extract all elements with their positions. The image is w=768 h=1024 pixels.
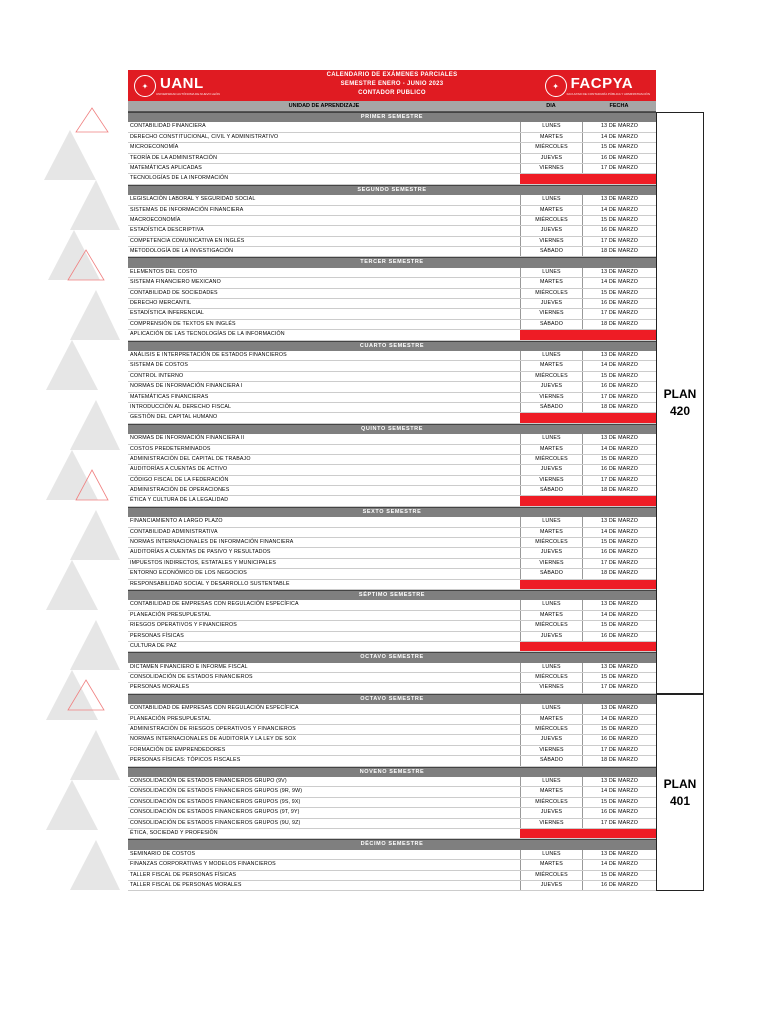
date-cell: 17 DE MARZO bbox=[582, 393, 656, 402]
table-row bbox=[128, 330, 656, 340]
day-cell: JUEVES bbox=[520, 226, 582, 235]
day-cell: MARTES bbox=[520, 860, 582, 869]
subject-cell: ADMINISTRACIÓN DE RIESGOS OPERATIVOS Y FINANCIEROS bbox=[130, 726, 296, 733]
subject-cell: MATEMÁTICAS FINANCIERAS bbox=[130, 393, 209, 400]
schedule-table bbox=[128, 112, 656, 891]
table-row bbox=[128, 465, 656, 475]
day-cell bbox=[520, 580, 582, 589]
subject-cell: ELEMENTOS DEL COSTO bbox=[130, 268, 198, 275]
table-row bbox=[128, 642, 656, 652]
table-row bbox=[128, 403, 656, 413]
subject-cell: SISTEMAS DE INFORMACIÓN FINANCIERA bbox=[130, 206, 244, 213]
subject-cell: DERECHO CONSTITUCIONAL, CIVIL Y ADMINISTRATIVO bbox=[130, 133, 279, 140]
date-cell bbox=[582, 496, 656, 505]
subject-cell: ESTADÍSTICA DESCRIPTIVA bbox=[130, 227, 204, 234]
date-cell: 16 DE MARZO bbox=[582, 154, 656, 163]
date-cell: 15 DE MARZO bbox=[582, 216, 656, 225]
day-cell: MIÉRCOLES bbox=[520, 216, 582, 225]
date-cell: 14 DE MARZO bbox=[582, 206, 656, 215]
table-row bbox=[128, 237, 656, 247]
uanl-seal-icon: ✦ bbox=[134, 75, 156, 97]
table-row bbox=[128, 278, 656, 288]
table-row bbox=[128, 496, 656, 506]
subject-cell: CONSOLIDACIÓN DE ESTADOS FINANCIEROS GRUPOS (9T, 9Y) bbox=[130, 809, 300, 816]
table-row bbox=[128, 382, 656, 392]
table-row bbox=[128, 777, 656, 787]
table-row bbox=[128, 268, 656, 278]
subject-cell: CONSOLIDACIÓN DE ESTADOS FINANCIEROS GRUPOS (9R, 9W) bbox=[130, 788, 303, 795]
day-cell: SÁBADO bbox=[520, 403, 582, 412]
subject-cell: IMPUESTOS INDIRECTOS, ESTATALES Y MUNICIPALES bbox=[130, 559, 277, 566]
column-unit: UNIDAD DE APRENDIZAJE bbox=[288, 103, 360, 109]
column-header bbox=[128, 101, 656, 112]
subject-cell: NORMAS INTERNACIONALES DE INFORMACIÓN FINANCIERA bbox=[130, 539, 294, 546]
table-row bbox=[128, 413, 656, 423]
subject-cell: PERSONAS FÍSICAS: TÓPICOS FISCALES bbox=[130, 757, 241, 764]
subject-cell: RIESGOS OPERATIVOS Y FINANCIEROS bbox=[130, 622, 237, 629]
day-cell: MIÉRCOLES bbox=[520, 143, 582, 152]
day-cell: VIERNES bbox=[520, 164, 582, 173]
day-cell: MIÉRCOLES bbox=[520, 455, 582, 464]
date-cell: 17 DE MARZO bbox=[582, 746, 656, 755]
calendar-title: CALENDARIO DE EXÁMENES PARCIALES bbox=[326, 72, 458, 78]
day-cell: JUEVES bbox=[520, 548, 582, 557]
semester-header: OCTAVO SEMESTRE bbox=[128, 652, 656, 662]
day-cell: MARTES bbox=[520, 361, 582, 370]
day-cell: VIERNES bbox=[520, 746, 582, 755]
date-cell: 17 DE MARZO bbox=[582, 476, 656, 485]
day-cell: MARTES bbox=[520, 206, 582, 215]
table-row bbox=[128, 611, 656, 621]
subject-cell: CONSOLIDACIÓN DE ESTADOS FINANCIEROS bbox=[130, 674, 253, 681]
subject-cell: CONTABILIDAD FINANCIERA bbox=[130, 123, 206, 130]
subject-cell: FINANCIAMIENTO A LARGO PLAZO bbox=[130, 518, 223, 525]
table-row bbox=[128, 393, 656, 403]
table-row bbox=[128, 600, 656, 610]
day-cell: JUEVES bbox=[520, 881, 582, 890]
day-cell: MARTES bbox=[520, 278, 582, 287]
table-row bbox=[128, 829, 656, 839]
table-row bbox=[128, 746, 656, 756]
date-cell bbox=[582, 174, 656, 183]
semester-header: TERCER SEMESTRE bbox=[128, 257, 656, 267]
subject-cell: DERECHO MERCANTIL bbox=[130, 300, 192, 307]
date-cell: 15 DE MARZO bbox=[582, 289, 656, 298]
subject-cell: PLANEACIÓN PRESUPUESTAL bbox=[130, 611, 212, 618]
table-row bbox=[128, 143, 656, 153]
table-row bbox=[128, 735, 656, 745]
date-cell: 15 DE MARZO bbox=[582, 871, 656, 880]
day-cell: MARTES bbox=[520, 715, 582, 724]
day-cell: VIERNES bbox=[520, 237, 582, 246]
day-cell: VIERNES bbox=[520, 819, 582, 828]
table-row bbox=[128, 580, 656, 590]
table-row bbox=[128, 725, 656, 735]
day-cell: MARTES bbox=[520, 787, 582, 796]
date-cell: 18 DE MARZO bbox=[582, 756, 656, 765]
table-row bbox=[128, 673, 656, 683]
day-cell: MIÉRCOLES bbox=[520, 289, 582, 298]
table-row bbox=[128, 704, 656, 714]
subject-cell: TECNOLOGÍAS DE LA INFORMACIÓN bbox=[130, 175, 229, 182]
date-cell: 14 DE MARZO bbox=[582, 133, 656, 142]
semester-header: NOVENO SEMESTRE bbox=[128, 767, 656, 777]
subject-cell: MATEMÁTICAS APLICADAS bbox=[130, 164, 202, 171]
date-cell bbox=[582, 413, 656, 422]
table-row bbox=[128, 756, 656, 766]
table-row bbox=[128, 445, 656, 455]
date-cell bbox=[582, 330, 656, 339]
table-row bbox=[128, 164, 656, 174]
day-cell: MIÉRCOLES bbox=[520, 621, 582, 630]
subject-cell: CONSOLIDACIÓN DE ESTADOS FINANCIEROS GRUPO (9V) bbox=[130, 778, 287, 784]
day-cell bbox=[520, 829, 582, 838]
table-row bbox=[128, 372, 656, 382]
subject-cell: RESPONSABILIDAD SOCIAL Y DESARROLLO SUSTENTABLE bbox=[130, 580, 290, 587]
date-cell: 15 DE MARZO bbox=[582, 538, 656, 547]
day-cell: LUNES bbox=[520, 434, 582, 443]
table-row bbox=[128, 798, 656, 808]
day-cell: MARTES bbox=[520, 445, 582, 454]
subject-cell: COMPRENSIÓN DE TEXTOS EN INGLÉS bbox=[130, 320, 236, 327]
table-row bbox=[128, 559, 656, 569]
day-cell: MIÉRCOLES bbox=[520, 673, 582, 682]
table-row bbox=[128, 663, 656, 673]
date-cell: 14 DE MARZO bbox=[582, 445, 656, 454]
date-cell: 17 DE MARZO bbox=[582, 559, 656, 568]
table-row bbox=[128, 289, 656, 299]
date-cell: 15 DE MARZO bbox=[582, 621, 656, 630]
day-cell: MIÉRCOLES bbox=[520, 538, 582, 547]
date-cell bbox=[582, 829, 656, 838]
day-cell: VIERNES bbox=[520, 393, 582, 402]
day-cell: JUEVES bbox=[520, 299, 582, 308]
date-cell: 15 DE MARZO bbox=[582, 798, 656, 807]
semester-header: CUARTO SEMESTRE bbox=[128, 341, 656, 351]
subject-cell: PERSONAS FÍSICAS bbox=[130, 632, 184, 639]
date-cell: 14 DE MARZO bbox=[582, 528, 656, 537]
table-row bbox=[128, 881, 656, 891]
subject-cell: SISTEMA DE COSTOS bbox=[130, 362, 189, 369]
date-cell: 13 DE MARZO bbox=[582, 195, 656, 204]
table-row bbox=[128, 517, 656, 527]
day-cell: LUNES bbox=[520, 777, 582, 786]
subject-cell: CÓDIGO FISCAL DE LA FEDERACIÓN bbox=[130, 476, 229, 483]
date-cell bbox=[582, 642, 656, 651]
table-row bbox=[128, 548, 656, 558]
day-cell: MIÉRCOLES bbox=[520, 798, 582, 807]
subject-cell: PERSONAS MORALES bbox=[130, 684, 190, 691]
date-cell: 16 DE MARZO bbox=[582, 632, 656, 641]
date-cell: 16 DE MARZO bbox=[582, 226, 656, 235]
subject-cell: SISTEMA FINANCIERO MEXICANO bbox=[130, 279, 221, 286]
decorative-triangle-pattern bbox=[0, 0, 128, 1024]
subject-cell: ANÁLISIS E INTERPRETACIÓN DE ESTADOS FINANCIEROS bbox=[130, 351, 287, 358]
table-row bbox=[128, 195, 656, 205]
subject-cell: GESTIÓN DEL CAPITAL HUMANO bbox=[130, 414, 218, 421]
day-cell: JUEVES bbox=[520, 382, 582, 391]
day-cell: LUNES bbox=[520, 850, 582, 859]
table-row bbox=[128, 320, 656, 330]
table-row bbox=[128, 871, 656, 881]
day-cell: VIERNES bbox=[520, 559, 582, 568]
table-row bbox=[128, 819, 656, 829]
subject-cell: TEORÍA DE LA ADMINISTRACIÓN bbox=[130, 154, 218, 161]
date-cell: 17 DE MARZO bbox=[582, 819, 656, 828]
table-row bbox=[128, 154, 656, 164]
semester-title: SEMESTRE ENERO - JUNIO 2023 bbox=[340, 81, 444, 87]
date-cell: 14 DE MARZO bbox=[582, 787, 656, 796]
day-cell bbox=[520, 642, 582, 651]
date-cell: 16 DE MARZO bbox=[582, 382, 656, 391]
date-cell: 13 DE MARZO bbox=[582, 351, 656, 360]
date-cell: 16 DE MARZO bbox=[582, 548, 656, 557]
semester-header: SEGUNDO SEMESTRE bbox=[128, 185, 656, 195]
day-cell: LUNES bbox=[520, 663, 582, 672]
table-row bbox=[128, 216, 656, 226]
table-row bbox=[128, 226, 656, 236]
day-cell: MIÉRCOLES bbox=[520, 871, 582, 880]
subject-cell: CONSOLIDACIÓN DE ESTADOS FINANCIEROS GRUPOS (9U, 9Z) bbox=[130, 819, 301, 826]
date-cell: 14 DE MARZO bbox=[582, 611, 656, 620]
date-cell: 14 DE MARZO bbox=[582, 715, 656, 724]
day-cell: MARTES bbox=[520, 611, 582, 620]
date-cell: 13 DE MARZO bbox=[582, 517, 656, 526]
table-row bbox=[128, 528, 656, 538]
table-row bbox=[128, 787, 656, 797]
day-cell: MARTES bbox=[520, 133, 582, 142]
date-cell: 16 DE MARZO bbox=[582, 735, 656, 744]
table-row bbox=[128, 569, 656, 579]
date-cell: 15 DE MARZO bbox=[582, 673, 656, 682]
subject-cell: NORMAS DE INFORMACIÓN FINANCIERA II bbox=[130, 435, 245, 442]
day-cell: MARTES bbox=[520, 528, 582, 537]
table-row bbox=[128, 247, 656, 257]
date-cell: 15 DE MARZO bbox=[582, 372, 656, 381]
day-cell: JUEVES bbox=[520, 154, 582, 163]
subject-cell: ESTADÍSTICA INFERENCIAL bbox=[130, 310, 204, 317]
table-row bbox=[128, 715, 656, 725]
date-cell: 13 DE MARZO bbox=[582, 268, 656, 277]
subject-cell: ADMINISTRACIÓN DEL CAPITAL DE TRABAJO bbox=[130, 455, 251, 462]
subject-cell: FINANZAS CORPORATIVAS Y MODELOS FINANCIEROS bbox=[130, 861, 276, 868]
column-date: FECHA bbox=[609, 103, 629, 109]
subject-cell: APLICACIÓN DE LAS TECNOLOGÍAS DE LA INFORMACIÓN bbox=[130, 331, 285, 338]
date-cell: 16 DE MARZO bbox=[582, 465, 656, 474]
subject-cell: TALLER FISCAL DE PERSONAS MORALES bbox=[130, 881, 242, 888]
semester-header: SEXTO SEMESTRE bbox=[128, 507, 656, 517]
subject-cell: AUDITORÍAS A CUENTAS DE ACTIVO bbox=[130, 466, 228, 473]
subject-cell: COMPETENCIA COMUNICATIVA EN INGLÉS bbox=[130, 237, 245, 244]
date-cell: 14 DE MARZO bbox=[582, 860, 656, 869]
subject-cell: PLANEACIÓN PRESUPUESTAL bbox=[130, 715, 212, 722]
date-cell: 18 DE MARZO bbox=[582, 569, 656, 578]
subject-cell: LEGISLACIÓN LABORAL Y SEGURIDAD SOCIAL bbox=[130, 196, 256, 203]
table-row bbox=[128, 133, 656, 143]
day-cell: LUNES bbox=[520, 600, 582, 609]
day-cell: LUNES bbox=[520, 517, 582, 526]
day-cell: SÁBADO bbox=[520, 569, 582, 578]
subject-cell: ADMINISTRACIÓN DE OPERACIONES bbox=[130, 487, 230, 494]
facpya-logo: ✦ FACPYA FACULTAD DE CONTADURÍA PÚBLICA Y ADMINISTRACIÓN bbox=[545, 73, 650, 99]
subject-cell: COSTOS PREDETERMINADOS bbox=[130, 445, 211, 452]
subject-cell: METODOLOGÍA DE LA INVESTIGACIÓN bbox=[130, 248, 234, 255]
subject-cell: NORMAS INTERNACIONALES DE AUDITORÍA Y LA LEY DE SOX bbox=[130, 736, 297, 743]
subject-cell: ÉTICA, SOCIEDAD Y PROFESIÓN bbox=[130, 829, 218, 836]
subject-cell: CONTROL INTERNO bbox=[130, 372, 184, 379]
date-cell: 16 DE MARZO bbox=[582, 808, 656, 817]
header-banner bbox=[128, 70, 656, 101]
plan-401-box: PLAN 401 bbox=[656, 694, 704, 891]
subject-cell: AUDITORÍAS A CUENTAS DE PASIVO Y RESULTADOS bbox=[130, 549, 271, 556]
date-cell: 15 DE MARZO bbox=[582, 455, 656, 464]
day-cell: LUNES bbox=[520, 195, 582, 204]
date-cell: 13 DE MARZO bbox=[582, 704, 656, 713]
date-cell: 17 DE MARZO bbox=[582, 683, 656, 692]
subject-cell: CONTABILIDAD DE EMPRESAS CON REGULACIÓN ESPECÍFICA bbox=[130, 705, 299, 712]
table-row bbox=[128, 455, 656, 465]
date-cell: 18 DE MARZO bbox=[582, 247, 656, 256]
day-cell: JUEVES bbox=[520, 465, 582, 474]
facpya-seal-icon: ✦ bbox=[545, 75, 567, 97]
date-cell: 18 DE MARZO bbox=[582, 486, 656, 495]
day-cell: MIÉRCOLES bbox=[520, 725, 582, 734]
date-cell bbox=[582, 580, 656, 589]
semester-header: PRIMER SEMESTRE bbox=[128, 112, 656, 122]
table-row bbox=[128, 122, 656, 132]
subject-cell: INTRODUCCIÓN AL DERECHO FISCAL bbox=[130, 403, 232, 410]
subject-cell: ENTORNO ECONÓMICO DE LOS NEGOCIOS bbox=[130, 570, 247, 577]
table-row bbox=[128, 309, 656, 319]
subject-cell: CONSOLIDACIÓN DE ESTADOS FINANCIEROS GRUPOS (9S, 9X) bbox=[130, 798, 301, 805]
date-cell: 17 DE MARZO bbox=[582, 164, 656, 173]
day-cell: JUEVES bbox=[520, 735, 582, 744]
table-row bbox=[128, 351, 656, 361]
subject-cell: DICTAMEN FINANCIERO E INFORME FISCAL bbox=[130, 663, 248, 670]
date-cell: 13 DE MARZO bbox=[582, 434, 656, 443]
table-row bbox=[128, 486, 656, 496]
table-row bbox=[128, 860, 656, 870]
exam-calendar bbox=[128, 70, 656, 891]
table-row bbox=[128, 174, 656, 184]
subject-cell: ÉTICA Y CULTURA DE LA LEGALIDAD bbox=[130, 497, 229, 504]
table-row bbox=[128, 299, 656, 309]
day-cell: SÁBADO bbox=[520, 247, 582, 256]
program-title: CONTADOR PUBLICO bbox=[358, 90, 426, 96]
day-cell bbox=[520, 330, 582, 339]
table-row bbox=[128, 621, 656, 631]
date-cell: 17 DE MARZO bbox=[582, 309, 656, 318]
date-cell: 16 DE MARZO bbox=[582, 299, 656, 308]
day-cell: JUEVES bbox=[520, 808, 582, 817]
semester-header: SÉPTIMO SEMESTRE bbox=[128, 590, 656, 600]
date-cell: 13 DE MARZO bbox=[582, 663, 656, 672]
date-cell: 14 DE MARZO bbox=[582, 278, 656, 287]
date-cell: 13 DE MARZO bbox=[582, 850, 656, 859]
day-cell: SÁBADO bbox=[520, 320, 582, 329]
table-row bbox=[128, 683, 656, 693]
table-row bbox=[128, 538, 656, 548]
subject-cell: MACROECONOMÍA bbox=[130, 216, 181, 223]
subject-cell: CONTABILIDAD ADMINISTRATIVA bbox=[130, 528, 218, 535]
date-cell: 16 DE MARZO bbox=[582, 881, 656, 890]
day-cell: JUEVES bbox=[520, 632, 582, 641]
semester-header: DÉCIMO SEMESTRE bbox=[128, 839, 656, 849]
day-cell: MIÉRCOLES bbox=[520, 372, 582, 381]
table-row bbox=[128, 632, 656, 642]
day-cell: SÁBADO bbox=[520, 756, 582, 765]
table-row bbox=[128, 476, 656, 486]
subject-cell: TALLER FISCAL DE PERSONAS FÍSICAS bbox=[130, 871, 237, 878]
table-row bbox=[128, 434, 656, 444]
subject-cell: NORMAS DE INFORMACIÓN FINANCIERA I bbox=[130, 383, 243, 390]
subject-cell: CONTABILIDAD DE EMPRESAS CON REGULACIÓN ESPECÍFICA bbox=[130, 601, 299, 608]
day-cell: LUNES bbox=[520, 704, 582, 713]
day-cell: LUNES bbox=[520, 351, 582, 360]
subject-cell: CONTABILIDAD DE SOCIEDADES bbox=[130, 289, 218, 296]
table-row bbox=[128, 808, 656, 818]
day-cell bbox=[520, 413, 582, 422]
day-cell: LUNES bbox=[520, 122, 582, 131]
uanl-logo: ✦ UANL UNIVERSIDAD AUTÓNOMA DE NUEVO LEÓN bbox=[134, 73, 220, 99]
day-cell bbox=[520, 496, 582, 505]
column-day: DIA bbox=[546, 103, 556, 109]
date-cell: 14 DE MARZO bbox=[582, 361, 656, 370]
table-row bbox=[128, 850, 656, 860]
date-cell: 13 DE MARZO bbox=[582, 777, 656, 786]
date-cell: 18 DE MARZO bbox=[582, 403, 656, 412]
date-cell: 18 DE MARZO bbox=[582, 320, 656, 329]
plan-420-box: PLAN 420 bbox=[656, 112, 704, 694]
semester-header: QUINTO SEMESTRE bbox=[128, 424, 656, 434]
day-cell: SÁBADO bbox=[520, 486, 582, 495]
table-row bbox=[128, 206, 656, 216]
date-cell: 15 DE MARZO bbox=[582, 143, 656, 152]
table-row bbox=[128, 361, 656, 371]
day-cell: VIERNES bbox=[520, 683, 582, 692]
subject-cell: MICROECONOMÍA bbox=[130, 144, 179, 151]
date-cell: 15 DE MARZO bbox=[582, 725, 656, 734]
subject-cell: SEMINARIO DE COSTOS bbox=[130, 850, 196, 857]
day-cell bbox=[520, 174, 582, 183]
date-cell: 17 DE MARZO bbox=[582, 237, 656, 246]
subject-cell: CULTURA DE PAZ bbox=[130, 642, 177, 649]
date-cell: 13 DE MARZO bbox=[582, 122, 656, 131]
semester-header: OCTAVO SEMESTRE bbox=[128, 694, 656, 704]
date-cell: 13 DE MARZO bbox=[582, 600, 656, 609]
subject-cell: FORMACIÓN DE EMPRENDEDORES bbox=[130, 746, 226, 753]
day-cell: VIERNES bbox=[520, 309, 582, 318]
day-cell: LUNES bbox=[520, 268, 582, 277]
day-cell: VIERNES bbox=[520, 476, 582, 485]
